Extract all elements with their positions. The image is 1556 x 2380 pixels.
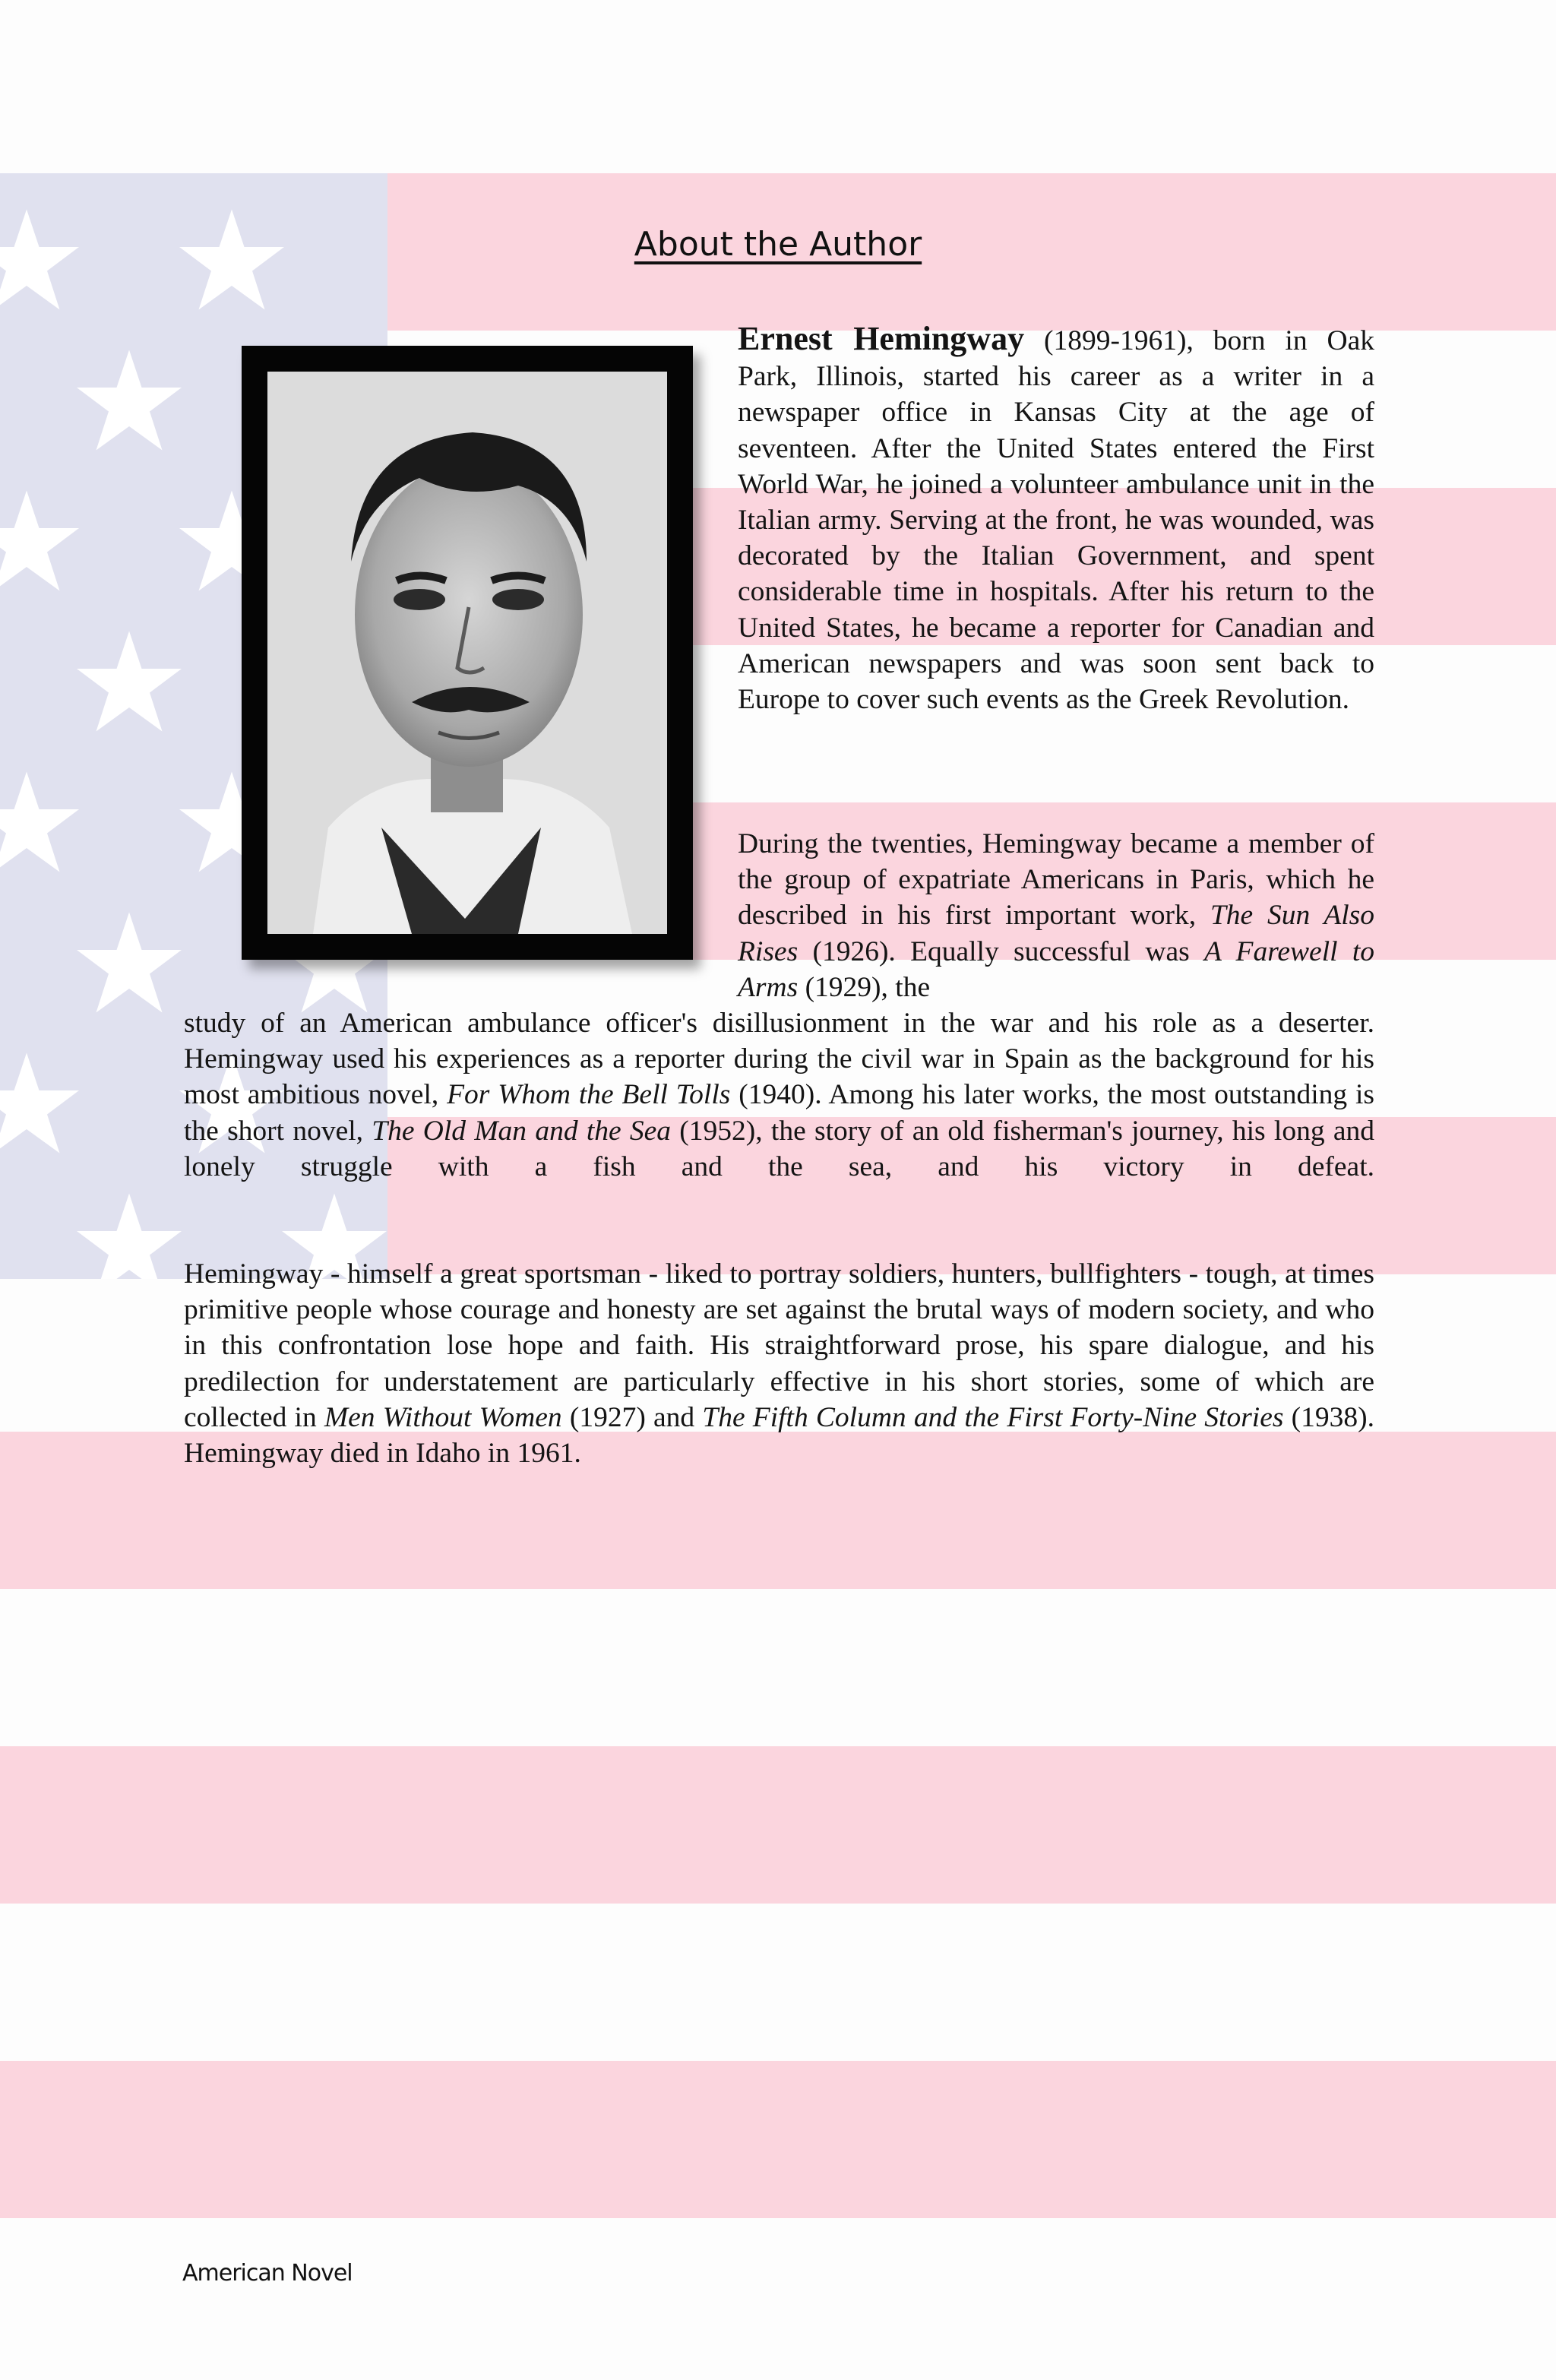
book-title: The Sun Also Rises xyxy=(738,900,1374,967)
star-icon xyxy=(0,766,84,880)
author-name: Ernest Hemingway xyxy=(738,320,1025,357)
bio-text: During the twenties, Hemingway became a member of the group of expatriate Americans in Paris, which he described in his first important work, xyxy=(738,828,1374,932)
bio-text: (1929), the xyxy=(798,971,931,1003)
flag-stripe-red xyxy=(0,1746,1556,1904)
bio-text: (1952), the story of an old fisherman's journey, his long and lonely struggle with a fish and the sea, and his victory in defeat. xyxy=(184,1115,1374,1182)
bio-text: (1940). Among his later works, the most outstanding is the short novel, xyxy=(184,1079,1374,1147)
bio-text: Hemingway - himself a great sportsman - liked to portray soldiers, hunters, bullfighters - tough, at times primitive people whose courage and honesty are set against the brutal ways of modern society, and who in this confrontation lose hope and faith. His straightforward prose, his spare dialogue, and his predilection for understatement are particularly effective in his short stories, some of which are collected in xyxy=(184,1258,1374,1433)
star-icon xyxy=(72,1188,186,1279)
bio-paragraph-3 xyxy=(184,1256,1374,1471)
star-icon xyxy=(0,485,84,599)
star-icon xyxy=(0,1047,84,1161)
book-title: The Old Man and the Sea xyxy=(372,1115,672,1147)
book-title: Men Without Women xyxy=(324,1401,562,1433)
bio-paragraph-1 xyxy=(738,321,1374,717)
flag-stripe-white xyxy=(0,1904,1556,2061)
book-title: A Farewell to Arms xyxy=(738,935,1374,1003)
book-title: For Whom the Bell Tolls xyxy=(447,1079,731,1111)
bio-text: (1899-1961), born in Oak Park, Illinois, started his career as a writer in a newspaper office in Kansas City at the age of seventeen. After the United States entered the First World War, he joined a volunteer ambulance unit in the Italian army. Serving at the front, he was wounded, was decorated by the Italian Government, and spent considerable time in hospitals. After his return to the United States, he became a reporter for Canadian and American newspapers and was soon sent back to Europe to cover such events as the Greek Revolution. xyxy=(738,325,1374,716)
star-icon xyxy=(72,344,186,458)
flag-stripe-red xyxy=(0,2061,1556,2218)
book-title: The Fifth Column and the First Forty-Nine Stories xyxy=(702,1401,1284,1433)
author-photo xyxy=(267,372,667,934)
bio-paragraph-2 xyxy=(738,826,1374,1005)
flag-stripe-white xyxy=(0,1589,1556,1746)
page-title: About the Author xyxy=(634,225,922,264)
star-icon xyxy=(72,625,186,739)
bio-text: (1938). Hemingway died in Idaho in 1961. xyxy=(184,1401,1375,1470)
page-footer: American Novel xyxy=(182,2260,353,2287)
bio-paragraph-2-continued xyxy=(184,1005,1374,1185)
bio-text: (1926). Equally successful was xyxy=(798,935,1205,967)
bio-text: (1927) and xyxy=(561,1401,703,1433)
bio-text: study of an American ambulance officer's disillusionment in the war and his role as a deserter. Hemingway used his experiences as a reporter during the civil war in Spain as the background for his most ambitious novel, xyxy=(184,1008,1374,1111)
author-photo-frame xyxy=(242,346,693,960)
star-icon xyxy=(72,907,186,1021)
